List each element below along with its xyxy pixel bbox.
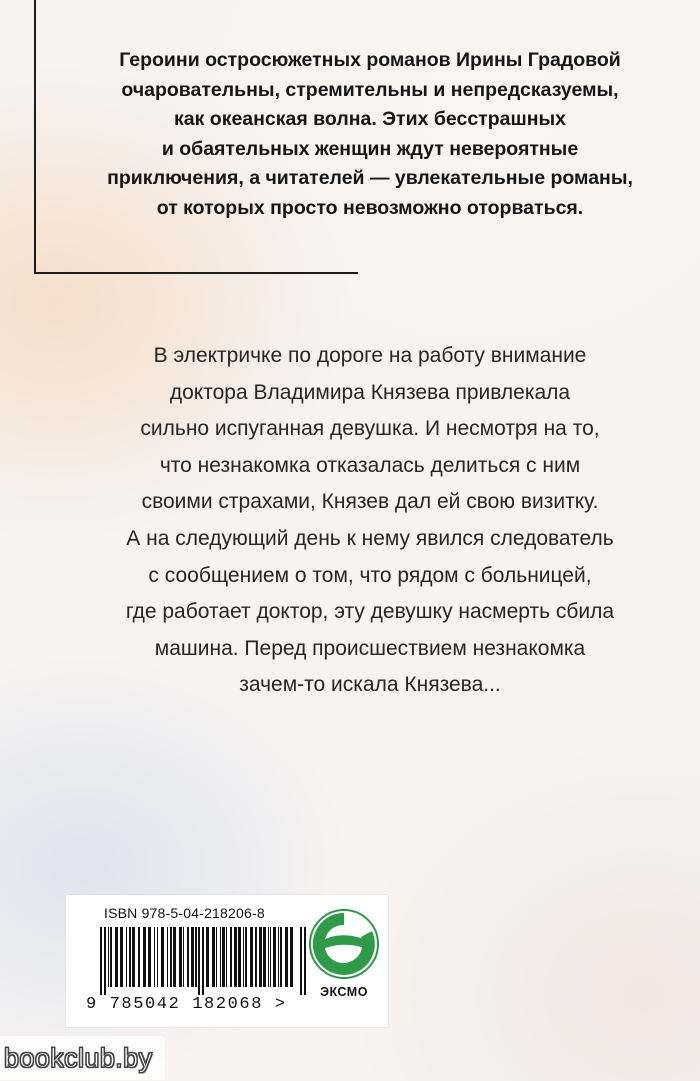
barcode-bar xyxy=(255,927,257,987)
barcode-bar xyxy=(179,927,182,987)
synopsis-line: где работает доктор, эту девушку насмерть сбила xyxy=(125,600,615,624)
barcode-bar xyxy=(243,927,244,987)
barcode-bar xyxy=(183,927,184,987)
blurb-line: и обаятельных женщин ждут невероятные xyxy=(161,137,579,160)
barcode-bar xyxy=(108,927,109,987)
barcode-bar xyxy=(270,927,271,987)
barcode-bar xyxy=(100,927,102,995)
synopsis-line: своими страхами, Князев дал ей свою визитку. xyxy=(141,490,599,514)
barcode-bar xyxy=(173,927,176,987)
barcode-bar xyxy=(263,927,266,987)
barcode-bar xyxy=(278,927,279,987)
barcode-bar xyxy=(238,927,241,987)
barcode-bars xyxy=(98,927,308,995)
barcode-bar xyxy=(129,927,131,987)
barcode-bar xyxy=(259,927,262,987)
barcode-digits: 9 785042 182068 > xyxy=(86,995,287,1014)
barcode-bar xyxy=(157,927,158,987)
blurb-text xyxy=(60,46,680,223)
barcode-bar xyxy=(220,927,221,987)
publisher-name: ЭКСМО xyxy=(320,985,368,999)
barcode-bar xyxy=(245,927,247,987)
synopsis-line: зачем-то искала Князева... xyxy=(239,673,501,697)
barcode-bar xyxy=(202,927,204,995)
barcode-bar xyxy=(170,927,172,987)
synopsis-text xyxy=(60,338,680,704)
barcode-bar xyxy=(250,927,253,987)
watermark xyxy=(0,1036,165,1080)
barcode-bar xyxy=(216,927,217,987)
barcode-bar xyxy=(304,927,306,995)
barcode-bar xyxy=(120,927,123,987)
isbn-label: ISBN 978-5-04-218206-8 xyxy=(104,905,265,921)
blurb-line: приключения, а читателей — увлекательные романы, xyxy=(107,167,633,189)
barcode-bar xyxy=(138,927,140,987)
barcode-bar xyxy=(132,927,135,987)
barcode-bar xyxy=(126,927,127,987)
barcode-bar xyxy=(230,927,232,987)
synopsis-line: с сообщением о том, что рядом с больницей, xyxy=(148,563,592,587)
blurb-line: Героини остросюжетных романов Ирины Градовой xyxy=(119,49,621,71)
barcode-bar xyxy=(285,927,288,987)
barcode-bar xyxy=(234,927,237,987)
barcode-bar xyxy=(212,927,215,987)
synopsis-line: машина. Перед происшествием незнакомка xyxy=(154,636,586,660)
synopsis-line: доктора Владимира Князева привлекала xyxy=(169,380,571,404)
barcode-bar xyxy=(148,927,151,987)
barcode-bar xyxy=(280,927,282,987)
barcode-bar xyxy=(154,927,155,987)
blurb-line: от которых просто невозможно оторваться. xyxy=(156,196,584,219)
barcode-bar xyxy=(104,927,106,995)
barcode-bar xyxy=(161,927,164,987)
barcode-bar xyxy=(198,927,200,995)
barcode-bar xyxy=(167,927,168,987)
barcode-bar xyxy=(290,927,293,987)
barcode-bar xyxy=(300,927,302,995)
barcode-bar xyxy=(115,927,118,987)
blurb-line: очаровательны, стремительны и непредсказуемы, xyxy=(121,78,619,101)
barcode-bar xyxy=(206,927,209,987)
barcode-bar xyxy=(273,927,276,987)
watermark-text: bookclub.by xyxy=(4,1043,153,1073)
barcode-bar xyxy=(195,927,197,987)
barcode-bar xyxy=(226,927,227,987)
barcode-bar xyxy=(110,927,112,987)
eksmo-logo-icon xyxy=(307,907,381,981)
barcode-bar xyxy=(268,927,269,987)
barcode-bar xyxy=(187,927,189,987)
barcode-bar xyxy=(143,927,146,987)
blurb-line: как океанская волна. Этих бесстрашных xyxy=(174,108,566,130)
synopsis-line: А на следующий день к нему явился следователь xyxy=(126,526,614,550)
barcode-bar xyxy=(191,927,194,987)
synopsis-line: сильно испуганная девушка. И несмотря на то, xyxy=(140,417,600,441)
synopsis-line: В электричке по дороге на работу внимание xyxy=(153,344,587,367)
barcode-bar xyxy=(222,927,225,987)
synopsis-line: что незнакомка отказалась делиться с ним xyxy=(159,453,581,477)
